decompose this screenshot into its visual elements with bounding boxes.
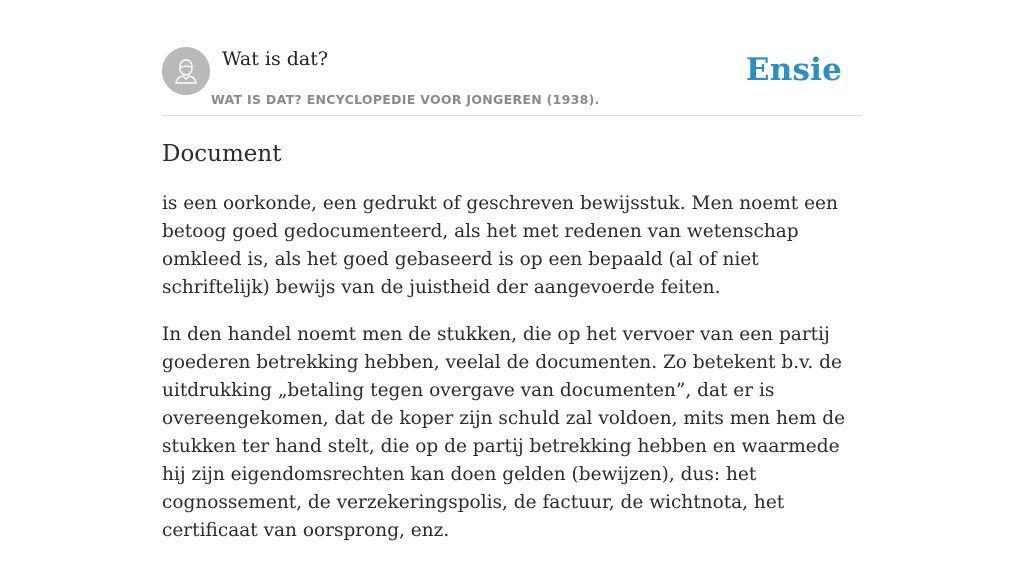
article-paragraph-2: In den handel noemt men de stukken, die op het vervoer van een partij goederen betrekking hebben, veelal de documenten. Zo betekent b.v. de uitdrukking „betaling tegen overgave van documenten”, dat er is overeengekomen, dat de koper zijn schuld zal voldoen, mits men hem de stukken ter hand stelt, die op de partij betrekking hebben en waarmede hij zijn eigendomsrechten kan doen gelden (bewijzen), dus: het cognossement, de verzekeringspolis, de factuur, de wichtnota, het certificaat van oorsprong, enz. bbox=[162, 324, 846, 541]
user-avatar-icon[interactable] bbox=[162, 47, 210, 95]
source-header bbox=[162, 44, 862, 116]
page-title: Document bbox=[162, 141, 282, 167]
ensie-logo-link[interactable]: Ensie bbox=[745, 52, 842, 88]
source-subtitle: WAT IS DAT? ENCYCLOPEDIE VOOR JONGEREN (1938). bbox=[211, 92, 600, 107]
article-paragraph-1: is een oorkonde, een gedrukt of geschreven bewijsstuk. Men noemt een betoog goed gedocumenteerd, als het met redenen van wetenschap omkleed is, als het goed gebaseerd is op een bepaald (al of niet schriftelijk) bewijs van de juistheid der aangevoerde feiten. bbox=[162, 193, 838, 298]
article-body bbox=[162, 138, 862, 564]
source-title-link[interactable]: Wat is dat? bbox=[222, 48, 329, 70]
